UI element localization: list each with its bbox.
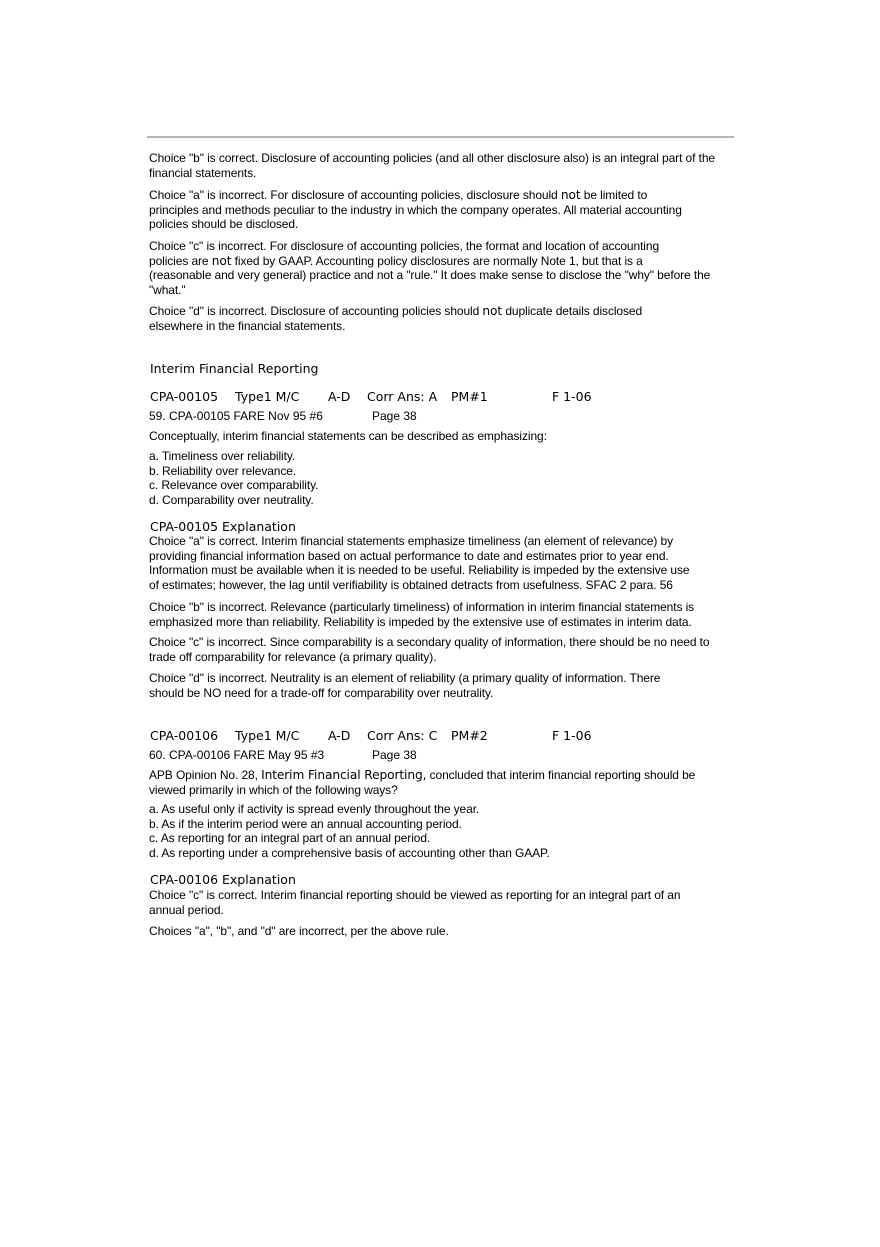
emphasis-text: not [482,304,503,318]
choice-c: c. As reporting for an integral part of an annual period. [149,831,431,846]
text-run: Choice "d" is incorrect. Disclosure of accounting policies should [149,304,483,318]
question-text [149,429,749,444]
explanation-a-incorrect [149,188,749,232]
text-line: (reasonable and very general) practice and not a "rule." It does make sense to disclose the "why" before the [149,268,711,283]
question-header [150,389,750,405]
topic-code: F 1-06 [552,728,592,743]
explanation-title: CPA-00105 Explanation [150,519,296,534]
choice-a: a. Timeliness over reliability. [149,449,296,463]
choice-b: b. Reliability over relevance. [149,463,297,478]
page-reference: Page 38 [372,409,417,423]
explanation-c-correct [149,888,749,917]
answer-range: A-D [328,389,351,404]
text-line [149,188,749,203]
text-line: of estimates; however, the lag until verifiability is obtained detracts from usefulness. SFAC 2 para. 56 [149,577,673,592]
text-line: trade off comparability for relevance (a primary quality). [149,649,437,664]
text-line: Conceptually, interim financial statements can be described as emphasizing: [149,429,547,443]
explanation-c-incorrect [149,239,749,297]
question-number: 60. CPA-00106 FARE May 95 #3 [149,748,325,762]
text-line: financial statements. [149,165,257,180]
text-run: fixed by GAAP. Accounting policy disclosures are normally Note 1, but that is a [231,253,643,268]
question-type: Type1 M/C [235,728,300,743]
choice-a: a. As useful only if activity is spread evenly throughout the year. [149,802,480,816]
text-line: annual period. [149,902,224,917]
pm-number: PM#1 [451,389,488,404]
choice-b: b. As if the interim period were an annual accounting period. [149,816,462,831]
explanation-b-incorrect [149,600,749,629]
explanation-others-incorrect [149,924,749,939]
explanation-b-correct [149,151,749,180]
text-line: providing financial information based on actual performance to date and estimates prior to year end. [149,548,669,563]
explanation-d-incorrect [149,671,749,700]
choice-c: c. Relevance over comparability. [149,478,319,493]
text-line: should be NO need for a trade-off for comparability over neutrality. [149,685,494,700]
question-reference [149,748,749,763]
text-line: Choice "a" is correct. Interim financial statements emphasize timeliness (an element of relevance) by [149,534,673,548]
explanation-title: CPA-00106 Explanation [150,872,296,887]
text-line: Choice "b" is incorrect. Relevance (particularly timeliness) of information in interim financial statements is [149,600,695,614]
question-reference [149,409,749,424]
text-line [149,304,749,319]
text-line [149,254,749,269]
section-title: Interim Financial Reporting [150,361,319,376]
choice-d: d. As reporting under a comprehensive basis of accounting other than GAAP. [149,845,550,860]
question-id: CPA-00105 [150,389,219,404]
correct-answer: Corr Ans: A [367,389,438,404]
text-line: elsewhere in the financial statements. [149,318,346,333]
pm-number: PM#2 [451,728,488,743]
text-line: Information must be available when it is needed to be useful. Reliability is impeded by the extensive use [149,563,690,578]
text-line: Choices "a", "b", and "d" are incorrect, per the above rule. [149,924,449,938]
text-line: Choice "d" is incorrect. Neutrality is an element of reliability (a primary quality of information. There [149,671,661,685]
emphasis-text: Interim Financial Reporting, [261,768,427,782]
text-line: Choice "c" is correct. Interim financial reporting should be viewed as reporting for an integral part of an [149,888,681,902]
text-run: policies are [149,253,212,268]
correct-answer: Corr Ans: C [367,728,438,743]
question-text [149,768,749,797]
text-run: be limited to [580,188,648,202]
answer-choices [149,802,749,860]
explanation-a-correct [149,534,749,592]
page-reference: Page 38 [372,748,417,762]
topic-code: F 1-06 [552,389,592,404]
text-line: principles and methods peculiar to the industry in which the company operates. All material accounting [149,202,682,217]
explanation-d-incorrect [149,304,749,333]
top-divider [147,136,734,138]
text-line: viewed primarily in which of the following ways? [149,782,398,797]
emphasis-text: not [560,188,581,202]
text-line: Choice "c" is incorrect. Since comparability is a secondary quality of information, there should be no need to [149,635,710,649]
question-header [150,728,750,744]
text-run: concluded that interim financial reporting should be [426,768,696,782]
text-line: Choice "c" is incorrect. For disclosure of accounting policies, the format and location of accounting [149,239,660,253]
text-run: Choice "a" is incorrect. For disclosure of accounting policies, disclosure should [149,188,561,202]
text-run: APB Opinion No. 28, [149,768,262,782]
text-line: Choice "b" is correct. Disclosure of accounting policies (and all other disclosure also) is an integral part of the [149,151,715,165]
answer-range: A-D [328,728,351,743]
question-type: Type1 M/C [235,389,300,404]
question-id: CPA-00106 [150,728,219,743]
question-number: 59. CPA-00105 FARE Nov 95 #6 [149,409,323,423]
answer-choices [149,449,749,507]
text-run: duplicate details disclosed [502,304,643,318]
text-line: "what." [149,282,186,297]
emphasis-text: not [211,253,232,268]
text-line: emphasized more than reliability. Reliability is impeded by the extensive use of estimates in interim data. [149,614,692,629]
choice-d: d. Comparability over neutrality. [149,492,314,507]
explanation-c-incorrect [149,635,749,664]
text-line: policies should be disclosed. [149,217,299,232]
text-line [149,768,749,783]
